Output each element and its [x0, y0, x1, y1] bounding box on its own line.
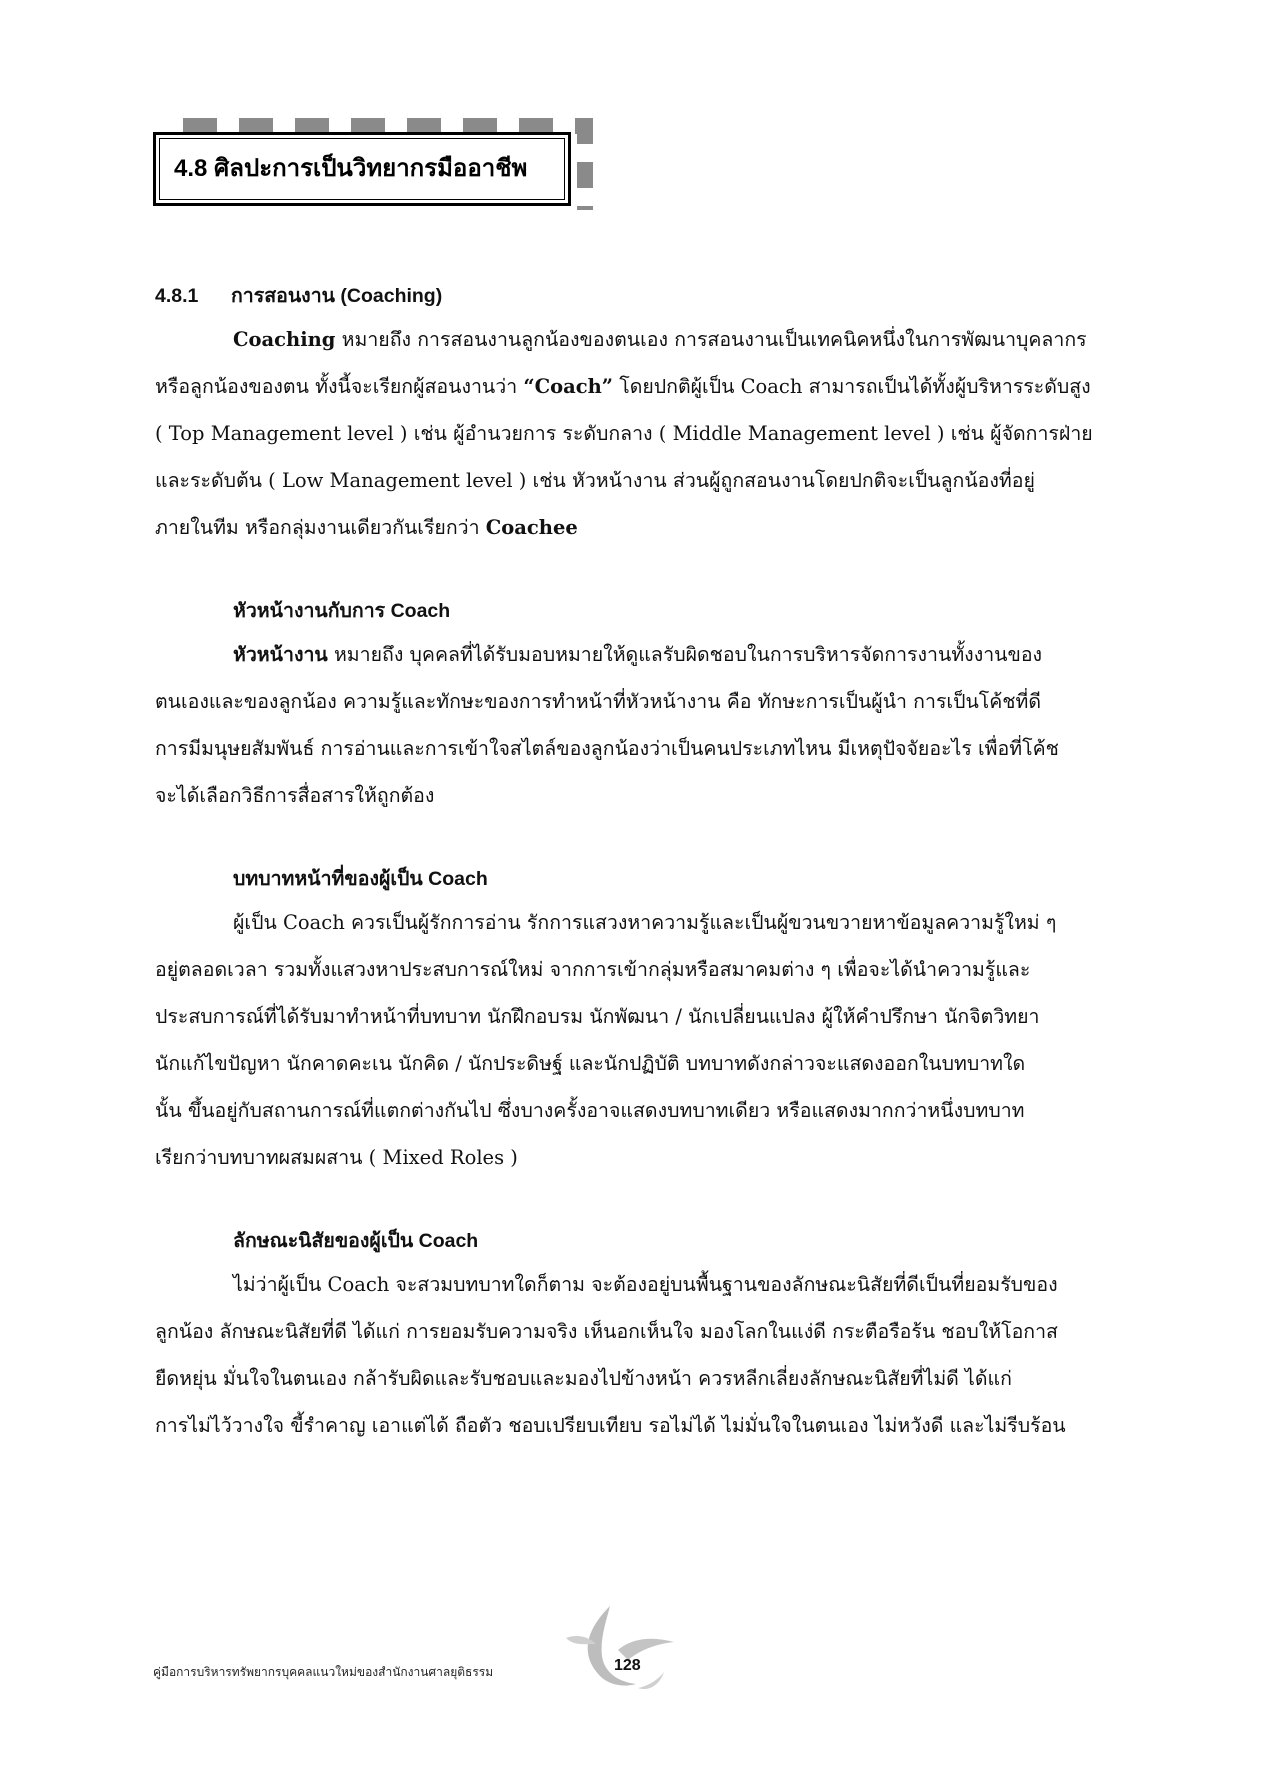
text-line: นักแก้ไขปัญหา นักคาดคะเน นักคิด / นักประดิษฐ์ และนักปฏิบัติ บทบาทดังกล่าวจะแสดงออกในบทบาทใด — [155, 1052, 1026, 1075]
subsection-heading — [155, 276, 1105, 316]
text-line: ไม่ว่าผู้เป็น Coach จะสวมบทบาทใดก็ตาม จะต้องอยู่บนพื้นฐานของลักษณะนิสัยที่ดีเป็นที่ยอมรับของ — [233, 1273, 1058, 1296]
paragraph-supervisor — [155, 631, 1105, 819]
text-line: นั้น ขึ้นอยู่กับสถานการณ์ที่แตกต่างกันไป ซึ่งบางครั้งอาจแสดงบทบาทเดียว หรือแสดงมากกว่าหนึ่งบทบาท — [155, 1099, 1025, 1122]
section-title-box — [153, 132, 571, 206]
text-line: ยืดหยุ่น มั่นใจในตนเอง กล้ารับผิดและรับชอบและมองไปข้างหน้า ควรหลีกเลี่ยงลักษณะนิสัยที่ไม่ดี ได้แก่ — [155, 1367, 1012, 1390]
subsection-title: การสอนงาน (Coaching) — [231, 285, 443, 307]
swirl-logo-icon — [548, 1598, 678, 1698]
section-title-frame — [153, 118, 593, 218]
term-coaching: Coaching — [233, 328, 336, 351]
text-line: การไม่ไว้วางใจ ขี้รำคาญ เอาแต่ได้ ถือตัว ชอบเปรียบเทียบ รอไม่ได้ ไม่มั่นใจในตนเอง ไม่หวังดี และไม่รีบร้อน — [155, 1414, 1066, 1437]
spacer — [155, 551, 1105, 591]
paragraph-coach-traits — [155, 1261, 1105, 1449]
text-line: หัวหน้างาน หมายถึง บุคคลที่ได้รับมอบหมายให้ดูแลรับผิดชอบในการบริหารจัดการงานทั้งงานของ — [233, 643, 1043, 666]
term-coachee: Coachee — [485, 516, 578, 539]
text-line: ผู้เป็น Coach ควรเป็นผู้รักการอ่าน รักการแสวงหาความรู้และเป็นผู้ขวนขวายหาข้อมูลความรู้ใหม่ ๆ — [233, 911, 1057, 934]
spacer — [155, 1181, 1105, 1221]
heading-coach-roles: บทบาทหน้าที่ของผู้เป็น Coach — [233, 868, 488, 890]
paragraph-coaching — [155, 316, 1105, 551]
page-content — [155, 276, 1105, 1449]
heading-coach-traits: ลักษณะนิสัยของผู้เป็น Coach — [233, 1230, 479, 1252]
text-line: ตนเองและของลูกน้อง ความรู้และทักษะของการทำหน้าที่หัวหน้างาน คือ ทักษะการเป็นผู้นำ การเป็นโค้ชที่ดี — [155, 690, 1042, 713]
term-coach: “Coach” — [523, 375, 614, 398]
footer-text: คู่มือการบริหารทรัพยากรบุคคลแนวใหม่ของสำนักงานศาลยุติธรรม — [153, 1665, 494, 1679]
text-line: เรียกว่าบทบาทผสมผสาน ( Mixed Roles ) — [155, 1146, 518, 1169]
subsection-number: 4.8.1 — [155, 285, 199, 307]
text-line: ประสบการณ์ที่ได้รับมาทำหน้าที่บทบาท นักฝึกอบรม นักพัฒนา / นักเปลี่ยนแปลง ผู้ให้คำปรึกษา นักจิตวิทยา — [155, 1005, 1040, 1028]
spacer — [155, 819, 1105, 859]
text-line: และระดับต้น ( Low Management level ) เช่น หัวหน้างาน ส่วนผู้ถูกสอนงานโดยปกติจะเป็นลูกน้องที่อยู่ — [155, 469, 1035, 492]
text-line: อยู่ตลอดเวลา รวมทั้งแสวงหาประสบการณ์ใหม่ จากการเข้ากลุ่มหรือสมาคมต่าง ๆ เพื่อจะได้นำความรู้และ — [155, 958, 1031, 981]
text-line: จะได้เลือกวิธีการสื่อสารให้ถูกต้อง — [155, 784, 435, 807]
term-supervisor: หัวหน้างาน — [233, 643, 328, 666]
text-line: หรือลูกน้องของตน ทั้งนี้จะเรียกผู้สอนงานว่า “Coach” โดยปกติผู้เป็น Coach สามารถเป็นได้ทั้งผู้บริหารระดับสูง — [155, 375, 1091, 398]
text-line: การมีมนุษยสัมพันธ์ การอ่านและการเข้าใจสไตล์ของลูกน้องว่าเป็นคนประเภทไหน มีเหตุปัจจัยอะไร เพื่อที่โค้ช — [155, 737, 1059, 760]
text-line: ลูกน้อง ลักษณะนิสัยที่ดี ได้แก่ การยอมรับความจริง เห็นอกเห็นใจ มองโลกในแง่ดี กระตือรือร้น ชอบให้โอกาส — [155, 1320, 1058, 1343]
dashed-shadow-right — [577, 118, 593, 210]
text-line: ( Top Management level ) เช่น ผู้อำนวยการ ระดับกลาง ( Middle Management level ) เช่น ผู้จัดการฝ่าย — [155, 422, 1093, 445]
heading-supervisor: หัวหน้างานกับการ Coach — [233, 600, 451, 622]
text-line: Coaching หมายถึง การสอนงานลูกน้องของตนเอง การสอนงานเป็นเทคนิคหนึ่งในการพัฒนาบุคลากร — [233, 328, 1087, 351]
text-line: ภายในทีม หรือกลุ่มงานเดียวกันเรียกว่า Coachee — [155, 516, 578, 539]
section-title: 4.8 ศิลปะการเป็นวิทยากรมืออาชีพ — [174, 155, 528, 182]
page-number: 128 — [614, 1657, 641, 1674]
paragraph-coach-roles — [155, 899, 1105, 1181]
